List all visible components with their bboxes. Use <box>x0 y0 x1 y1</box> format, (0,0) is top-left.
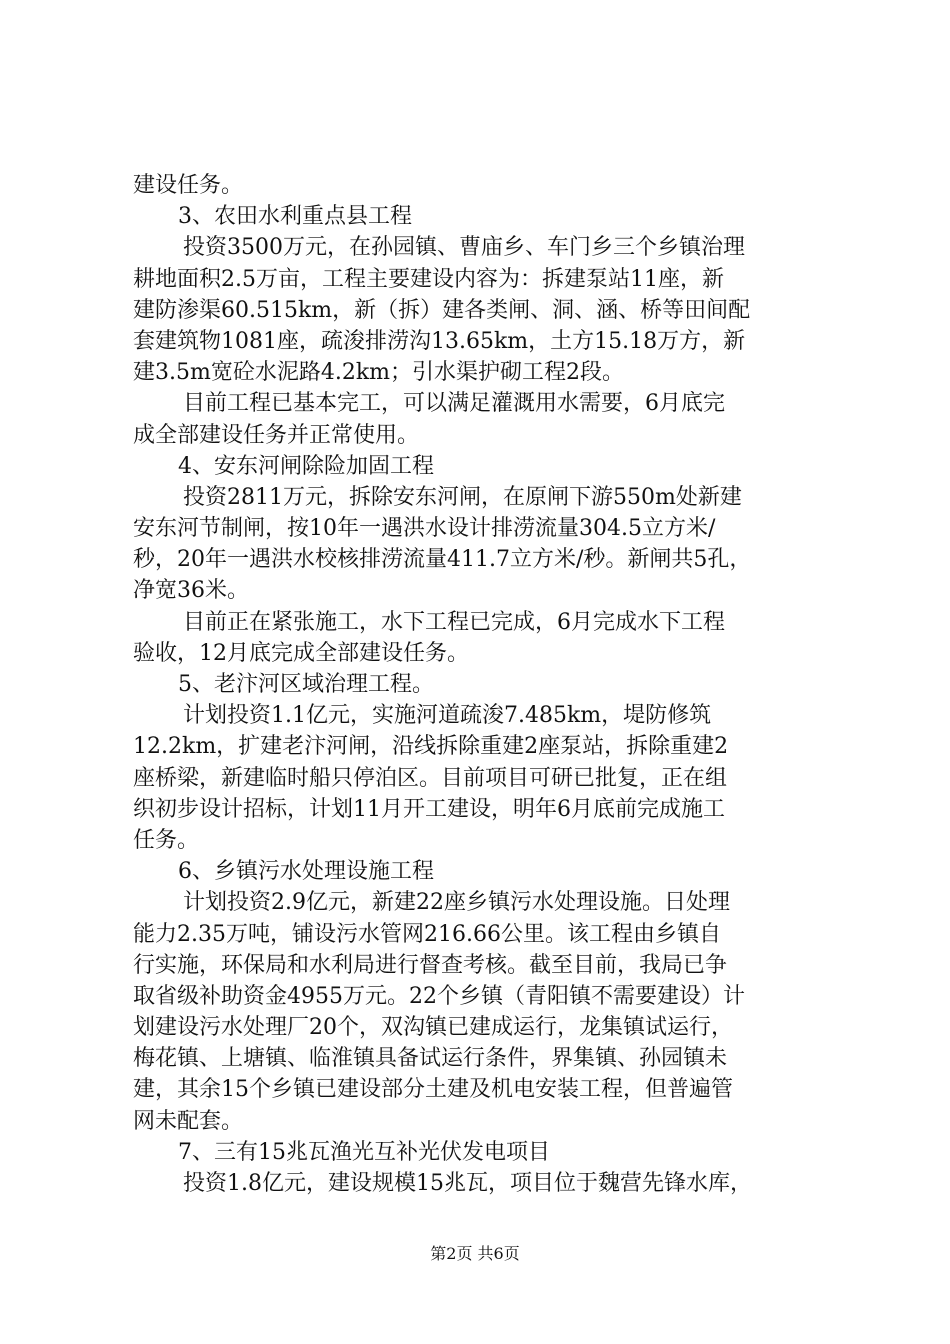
document-body <box>133 170 833 1199</box>
text-line: 投资1.8亿元，建设规模15兆瓦，项目位于魏营先锋水库， <box>183 1171 752 1196</box>
text-line: 投资2811万元，拆除安东河闸，在原闸下游550m处新建 <box>183 484 742 510</box>
text-line: 任务。 <box>133 827 200 853</box>
text-line: 建3.5m宽砼水泥路4.2km；引水渠护砌工程2段。 <box>133 360 625 386</box>
page-total: 共6页 <box>477 1244 520 1263</box>
text-line: 梅花镇、上塘镇、临淮镇具备试运行条件，界集镇、孙园镇未 <box>133 1046 728 1072</box>
text-line: 建设任务。 <box>133 173 244 198</box>
text-line: 行实施，环保局和水利局进行督查考核。截至目前，我局已争 <box>133 952 728 978</box>
text-line: 验收，12月底完成全部建设任务。 <box>133 640 469 666</box>
text-line: 网未配套。 <box>133 1108 244 1134</box>
text-line: 净宽36米。 <box>133 578 249 604</box>
text-line: 划建设污水处理厂20个，双沟镇已建成运行，龙集镇试运行， <box>133 1015 733 1041</box>
text-line: 安东河节制闸，按10年一遇洪水设计排涝流量304.5立方米/ <box>133 516 716 542</box>
text-line: 秒，20年一遇洪水校核排涝流量411.7立方米/秒。新闸共5孔， <box>133 547 752 573</box>
section-heading: 3、农田水利重点县工程 <box>178 204 412 230</box>
page-footer <box>0 1244 950 1264</box>
text-line: 投资3500万元，在孙园镇、曹庙乡、车门乡三个乡镇治理 <box>183 235 745 261</box>
text-line: 12.2km，扩建老汴河闸，沿线拆除重建2座泵站，拆除重建2 <box>133 734 729 760</box>
text-line: 计划投资2.9亿元，新建22座乡镇污水处理设施。日处理 <box>183 890 730 916</box>
text-line: 目前工程已基本完工，可以满足灌溉用水需要，6月底完 <box>183 391 725 417</box>
text-line: 耕地面积2.5万亩，工程主要建设内容为：拆建泵站11座，新 <box>133 266 724 292</box>
text-line: 计划投资1.1亿元，实施河道疏浚7.485km，堤防修筑 <box>183 703 712 729</box>
text-line: 建防渗渠60.515km，新（拆）建各类闸、洞、涵、桥等田间配 <box>133 297 751 323</box>
text-line: 织初步设计招标，计划11月开工建设，明年6月底前完成施工 <box>133 796 725 822</box>
text-line: 座桥梁，新建临时船只停泊区。目前项目可研已批复，正在组 <box>133 765 728 791</box>
page-number: 第2页 <box>430 1244 473 1263</box>
text-line: 能力2.35万吨，铺设污水管网216.66公里。该工程由乡镇自 <box>133 921 721 947</box>
section-heading: 7、三有15兆瓦渔光互补光伏发电项目 <box>178 1139 550 1165</box>
text-line: 套建筑物1081座，疏浚排涝沟13.65km，土方15.18万方，新 <box>133 328 746 354</box>
text-line: 成全部建设任务并正常使用。 <box>133 422 420 448</box>
text-line: 取省级补助资金4955万元。22个乡镇（青阳镇不需要建设）计 <box>133 983 745 1009</box>
section-heading: 6、乡镇污水处理设施工程 <box>178 859 434 885</box>
text-line: 建，其余15个乡镇已建设部分土建及机电安装工程，但普遍管 <box>133 1077 733 1103</box>
section-heading: 4、安东河闸除险加固工程 <box>178 453 434 479</box>
section-heading: 5、老汴河区域治理工程。 <box>178 672 434 697</box>
text-line: 目前正在紧张施工，水下工程已完成，6月完成水下工程 <box>183 609 725 635</box>
